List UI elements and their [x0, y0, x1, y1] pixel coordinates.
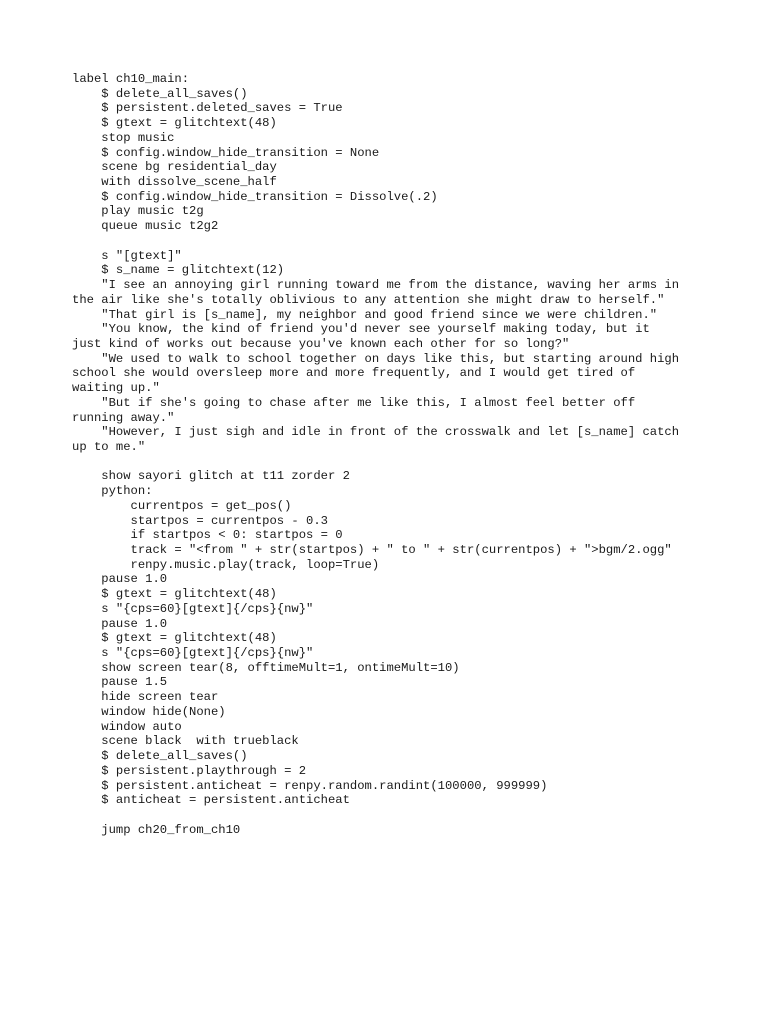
- code-line: $ gtext = glitchtext(48): [72, 631, 277, 646]
- code-line: show screen tear(8, offtimeMult=1, ontimeMult=10): [72, 660, 460, 675]
- code-line: scene black with trueblack: [72, 734, 299, 749]
- code-line: running away.": [72, 410, 175, 425]
- code-line: $ delete_all_saves(): [72, 749, 248, 764]
- code-line: window auto: [72, 719, 182, 734]
- code-line: "We used to walk to school together on days like this, but starting around high: [72, 351, 680, 366]
- code-line: $ persistent.anticheat = renpy.random.randint(100000, 999999): [72, 778, 548, 793]
- code-line: $ anticheat = persistent.anticheat: [72, 793, 350, 808]
- code-line: jump ch20_from_ch10: [72, 822, 241, 837]
- code-line: $ gtext = glitchtext(48): [72, 587, 277, 602]
- code-line: $ config.window_hide_transition = Dissolve(.2): [72, 189, 438, 204]
- code-line: with dissolve_scene_half: [72, 175, 277, 190]
- code-listing: [72, 72, 702, 837]
- code-line: label ch10_main:: [72, 72, 190, 86]
- code-line: "But if she's going to chase after me like this, I almost feel better off: [72, 395, 636, 410]
- code-line: play music t2g: [72, 204, 204, 219]
- code-line: [72, 234, 702, 249]
- code-line: s "[gtext]": [72, 248, 182, 263]
- code-line: $ persistent.playthrough = 2: [72, 763, 307, 778]
- code-line: $ delete_all_saves(): [72, 86, 248, 101]
- code-line: $ s_name = glitchtext(12): [72, 263, 285, 278]
- code-line: stop music: [72, 130, 175, 145]
- code-line: s "{cps=60}[gtext]{/cps}{nw}": [72, 646, 314, 661]
- code-line: pause 1.0: [72, 572, 168, 587]
- code-line: hide screen tear: [72, 690, 219, 705]
- code-line: $ config.window_hide_transition = None: [72, 145, 380, 160]
- code-line: pause 1.0: [72, 616, 168, 631]
- code-line: $ persistent.deleted_saves = True: [72, 101, 343, 116]
- code-line: track = "<from " + str(startpos) + " to " + str(currentpos) + ">bgm/2.ogg": [72, 543, 672, 557]
- code-line: python:: [72, 484, 153, 499]
- code-line: waiting up.": [72, 381, 160, 396]
- code-line: if startpos < 0: startpos = 0: [72, 528, 343, 543]
- code-line: "I see an annoying girl running toward me from the distance, waving her arms in: [72, 278, 680, 293]
- code-line: s "{cps=60}[gtext]{/cps}{nw}": [72, 601, 314, 616]
- code-line: pause 1.5: [72, 675, 168, 690]
- code-line: renpy.music.play(track, loop=True): [72, 557, 380, 572]
- code-line: just kind of works out because you've known each other for so long?": [72, 336, 570, 351]
- code-line: up to me.": [72, 439, 146, 454]
- code-line: "However, I just sigh and idle in front of the crosswalk and let [s_name] catch: [72, 425, 680, 440]
- code-line: "You know, the kind of friend you'd never see yourself making today, but it: [72, 322, 650, 337]
- code-line: [72, 808, 702, 823]
- code-line: "That girl is [s_name], my neighbor and good friend since we were children.": [72, 307, 658, 322]
- code-line: show sayori glitch at t11 zorder 2: [72, 469, 350, 484]
- code-line: school she would oversleep more and more frequently, and I would get tired of: [72, 366, 636, 381]
- code-line: startpos = currentpos - 0.3: [72, 513, 328, 528]
- code-line: currentpos = get_pos(): [72, 498, 292, 513]
- code-line: scene bg residential_day: [72, 160, 277, 175]
- code-line: $ gtext = glitchtext(48): [72, 116, 277, 131]
- code-line: [72, 455, 702, 470]
- code-line: the air like she's totally oblivious to any attention she might draw to herself.": [72, 292, 665, 307]
- code-line: queue music t2g2: [72, 219, 219, 234]
- code-line: window hide(None): [72, 704, 226, 719]
